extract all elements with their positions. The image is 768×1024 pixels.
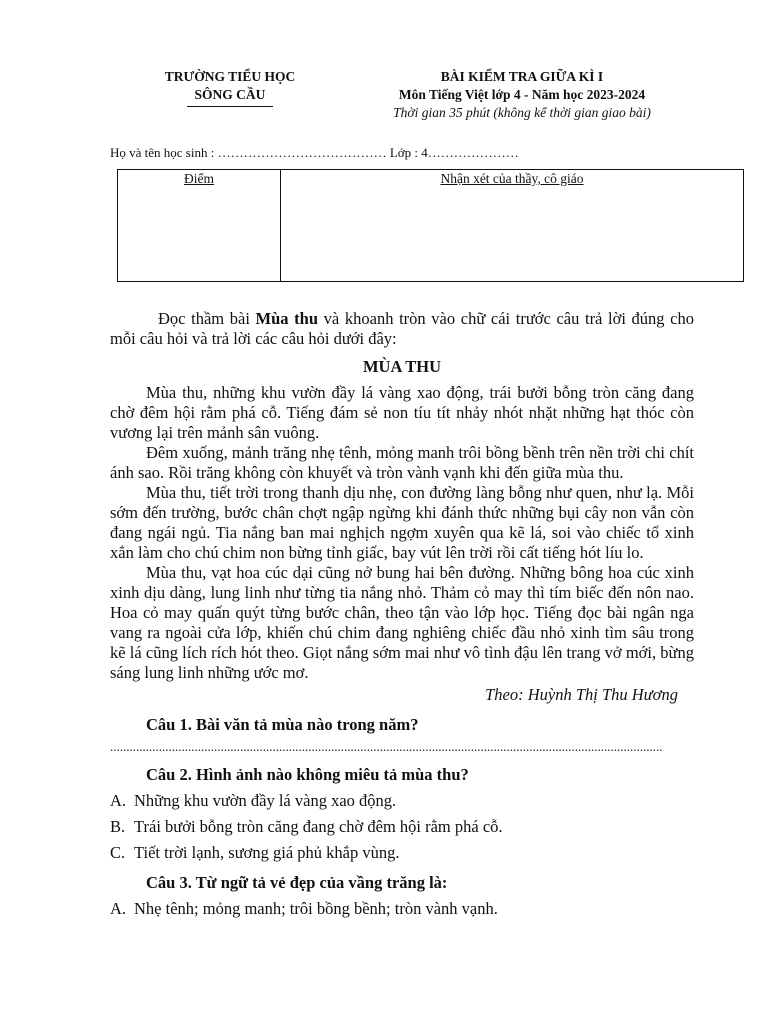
passage-paragraph: Mùa thu, tiết trời trong thanh dịu nhẹ, con đường làng bỗng như quen, như lạ. Mỗi sớm đến trường, bước chân chợt ngập ngừng khi đánh thức những bụi cây non vẫn còn đang ngái ngủ. Tia nắng ban mai nghịch ngợm xuyên qua kẽ lá, soi vào chiếc tổ xinh xắn làm cho chú chim non bừng tỉnh giấc, bay vút lên trời rồi cất tiếng hót líu lo.: [110, 483, 694, 562]
school-name-line1: TRƯỜNG TIỂU HỌC: [164, 69, 296, 84]
score-column-header: Điểm: [184, 171, 214, 186]
school-underline: [187, 106, 273, 107]
passage-title: MÙA THU: [362, 357, 442, 376]
question-2-option-b: [110, 817, 694, 837]
instructions: [110, 309, 694, 349]
score-table: [117, 169, 744, 282]
teacher-comment-column: [281, 170, 743, 282]
question-3: Câu 3. Từ ngữ tả vẻ đẹp của vầng trăng là:: [146, 873, 448, 892]
teacher-comment-header: Nhận xét của thầy, cô giáo: [440, 171, 584, 186]
school-header: [140, 68, 320, 107]
exam-time-note: Thời gian 35 phút (không kể thời gian giao bài): [393, 105, 651, 120]
option-text: Trái bưởi bỗng tròn căng đang chờ đêm hội rằm phá cỗ.: [134, 817, 503, 836]
exam-header: [352, 68, 692, 122]
option-letter: C.: [110, 843, 126, 862]
option-letter: A.: [110, 899, 127, 918]
option-letter: B.: [110, 817, 126, 836]
exam-title: BÀI KIỂM TRA GIỮA KÌ I: [440, 69, 604, 84]
exam-subject: Môn Tiếng Việt lớp 4 - Năm học 2023-2024: [398, 87, 646, 102]
passage-paragraph: Mùa thu, vạt hoa cúc dại cũng nở bung hai bên đường. Những bông hoa cúc xinh xinh dịu dàng, lung linh như từng tia nắng nhỏ. Thảm cỏ may thì tím biếc đến nôn nao. Hoa cỏ may quấn quýt từng bước chân, theo tận vào lớp học. Tiếng đọc bài ngân nga vang ra ngoài cửa lớp, khiến chú chim đang nghiêng chiếc đầu nhỏ xinh tìm sâu trong kẽ lá cũng lích rích hót theo. Giọt nắng sớm mai như vô tình đậu lên trang vở mới, bừng sáng lung linh những ước mơ.: [110, 563, 694, 682]
instructions-passage-name: Mùa thu: [255, 309, 319, 328]
student-info-line: Họ và tên học sinh : ………………………………… Lớp : 4…………………: [110, 145, 519, 160]
instructions-text-2: và khoanh tròn vào chữ cái trước câu trả lời đúng cho mỗi câu hỏi và trả lời các câu hỏi dưới đây:: [110, 309, 694, 348]
question-1: Câu 1. Bài văn tả mùa nào trong năm?: [146, 715, 419, 734]
question-2-option-c: [110, 843, 694, 863]
instructions-text-1: Đọc thầm bài: [158, 309, 256, 328]
option-text: Nhẹ tênh; mỏng manh; trôi bồng bềnh; tròn vành vạnh.: [134, 899, 498, 918]
passage-paragraph: Đêm xuống, mảnh trăng nhẹ tênh, mỏng manh trôi bồng bềnh trên nền trời chi chít ánh sao. Rồi trăng không còn khuyết và tròn vành vạnh khi đến giữa mùa thu.: [110, 443, 694, 482]
question-3-option-a: [110, 899, 694, 919]
passage-paragraph: Mùa thu, những khu vườn đầy lá vàng xao động, trái bưởi bỗng tròn căng đang chờ đêm hội rằm phá cỗ. Tiếng đám sẻ non tíu tít nhảy nhót nhặt những hạt thóc còn vương lại trên mảnh sân vuông.: [110, 383, 694, 442]
answer-dotted-line: ..........................................................................................................................................................................: [110, 739, 663, 754]
exam-content: [110, 309, 694, 919]
question-2-option-a: [110, 791, 694, 811]
school-name-line2: SÔNG CẦU: [194, 87, 266, 102]
passage-author: Theo: Huỳnh Thị Thu Hương: [485, 685, 678, 704]
option-letter: A.: [110, 791, 127, 810]
score-column: [118, 170, 281, 282]
question-2: Câu 2. Hình ảnh nào không miêu tả mùa thu?: [146, 765, 469, 784]
option-text: Tiết trời lạnh, sương giá phủ khắp vùng.: [134, 843, 400, 862]
option-text: Những khu vườn đầy lá vàng xao động.: [134, 791, 397, 810]
